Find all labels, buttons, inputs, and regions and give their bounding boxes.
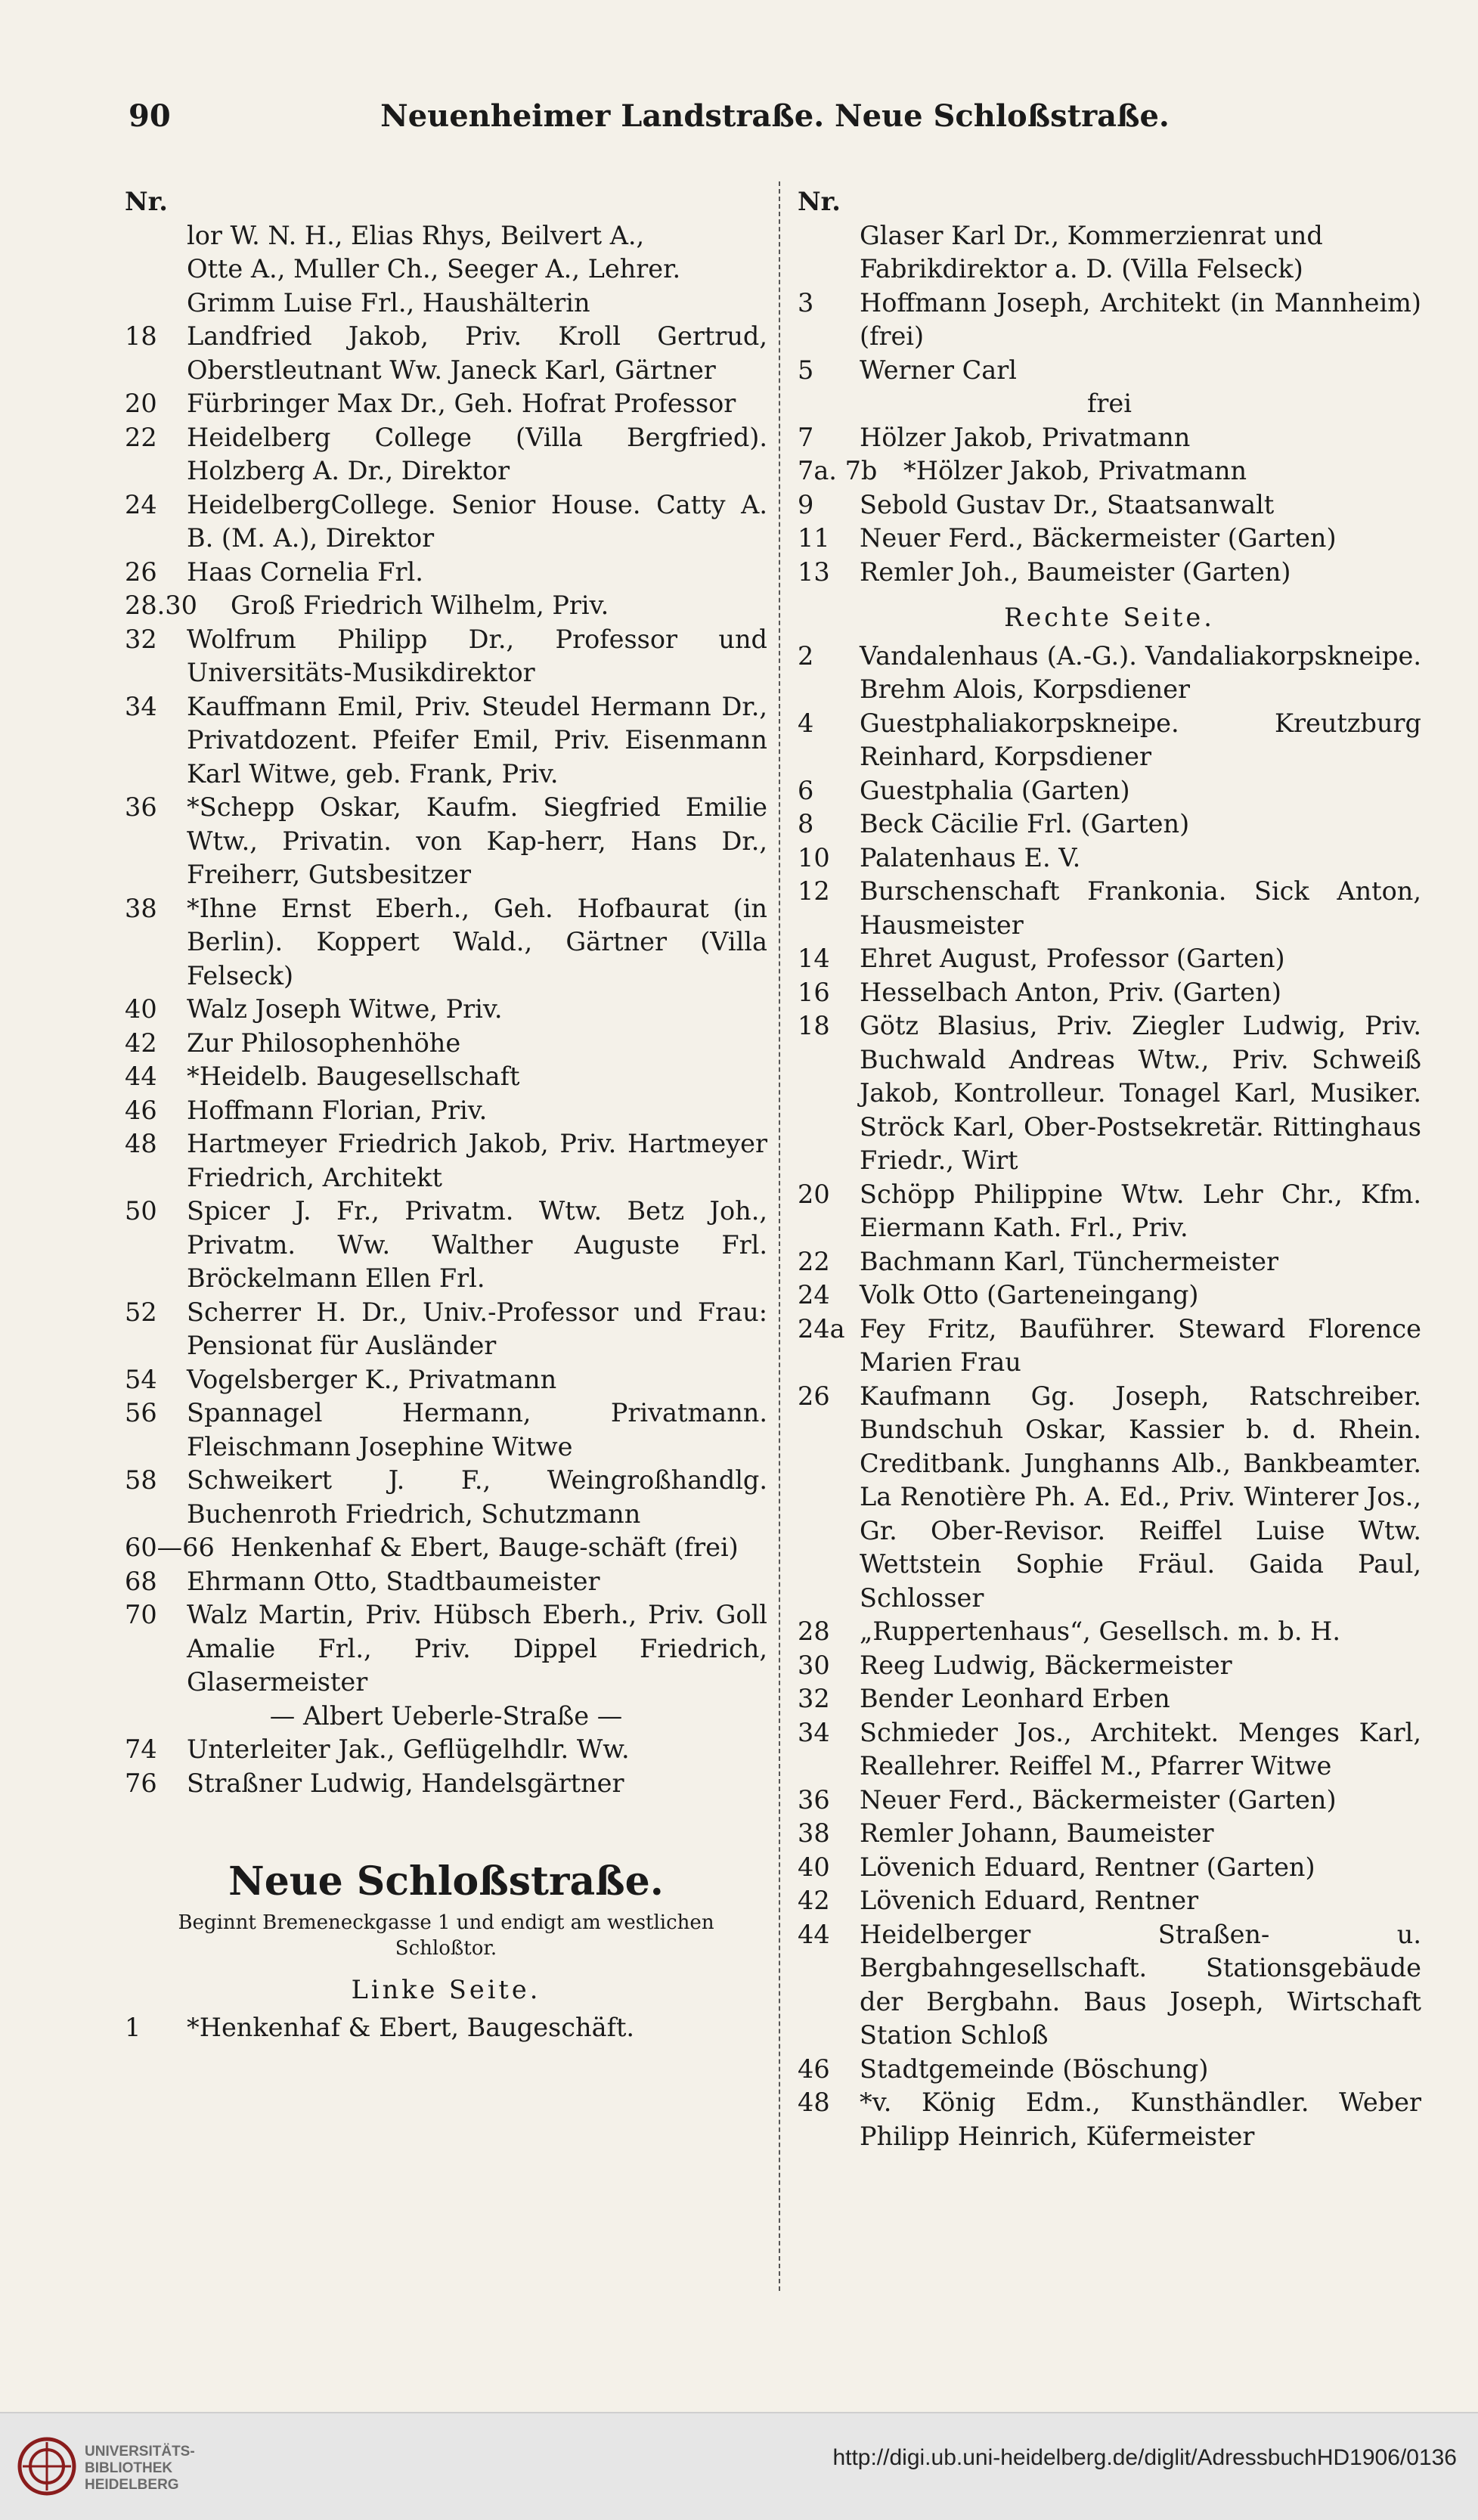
side-heading-right: Rechte Seite. [1004, 603, 1215, 632]
entry-text: *Schepp Oskar, Kaufm. Siegfried Emilie Wtw., Privatin. von Kap-herr, Hans Dr., Freiherr, Gutsbesitzer [187, 792, 767, 889]
house-number: 6 [798, 775, 814, 805]
house-number: 13 [798, 556, 830, 587]
entry-text: Groß Friedrich Wilhelm, Priv. [231, 590, 609, 620]
list-item [125, 387, 767, 421]
entry-text: *Hölzer Jakob, Privatmann [903, 456, 1247, 485]
house-number: 44 [798, 1919, 830, 1949]
side-heading-left: Linke Seite. [351, 1974, 541, 2004]
house-number: 24 [798, 1280, 830, 1310]
list-item [125, 791, 767, 892]
entry-text: Remler Johann, Baumeister [860, 1818, 1214, 1848]
section-intro: Beginnt Bremeneckgasse 1 und endigt am westlichen Schloßtor. [178, 1911, 714, 1960]
list-item [125, 1598, 767, 1700]
entry-text: Walz Martin, Priv. Hübsch Eberh., Priv. Goll Amalie Frl., Priv. Dippel Friedrich, Glasermeister [187, 1600, 767, 1697]
house-number: 5 [798, 355, 814, 385]
list-item [798, 807, 1421, 842]
house-number: 36 [798, 1784, 830, 1815]
list-item [798, 2086, 1421, 2153]
left-entry-list-2 [125, 1733, 767, 1800]
house-number: 26 [125, 556, 157, 587]
list-item [798, 287, 1421, 354]
house-number: 56 [125, 1398, 157, 1427]
list-item [798, 2053, 1421, 2087]
list-item [798, 354, 1421, 388]
entry-text: Götz Blasius, Priv. Ziegler Ludwig, Priv. Buchwald Andreas Wtw., Priv. Schweiß Jakob, Kontrolleur. Tonagel Karl, Musiker. Ströck Karl, Ober-Postsekretär. Rittinghaus Friedr., Wirt [860, 1011, 1421, 1175]
list-item [125, 488, 767, 556]
entry-text: Neuer Ferd., Bäckermeister (Garten) [860, 523, 1337, 553]
entry-text: Vandalenhaus (A.-G.). Vandaliakorpskneipe. Brehm Alois, Korpsdiener [860, 640, 1421, 704]
right-entry-list [798, 287, 1421, 388]
entry-text: Hesselbach Anton, Priv. (Garten) [860, 977, 1281, 1007]
list-item [798, 1682, 1421, 1716]
page-header [129, 98, 1421, 144]
entry-text: *v. König Edm., Kunsthändler. Weber Philipp Heinrich, Küfermeister [860, 2088, 1421, 2151]
list-item [125, 1464, 767, 1531]
entry-text: Zur Philosophenhöhe [187, 1028, 461, 1058]
house-number: 8 [798, 809, 814, 838]
list-item [798, 556, 1421, 590]
list-item [125, 1094, 767, 1128]
house-number: 40 [798, 1852, 830, 1882]
house-number: 9 [798, 489, 814, 519]
list-item [125, 892, 767, 993]
entry-text: Beck Cäcilie Frl. (Garten) [860, 809, 1190, 838]
house-number: 22 [798, 1246, 830, 1276]
house-number: 76 [125, 1768, 157, 1798]
entry-text: Spannagel Hermann, Privatmann. Fleischmann Josephine Witwe [187, 1398, 767, 1461]
house-number: 34 [798, 1717, 830, 1747]
list-item [798, 454, 1421, 488]
house-number: 32 [798, 1684, 830, 1713]
entry-text: Neuer Ferd., Bäckermeister (Garten) [860, 1784, 1337, 1815]
entry-text: Kaufmann Gg. Joseph, Ratschreiber. Bundschuh Oskar, Kassier b. d. Rhein. Creditbank. Junghanns Alb., Bankbeamter. La Renotière Ph. A. Ed., Priv. Winterer Jos., Gr. Ober-Revisor. Reiffel Luise Wtw. Wettstein Sophie Fräul. Gaida Paul, Schlosser [860, 1381, 1421, 1613]
house-number: 4 [798, 708, 814, 738]
list-item [798, 1178, 1421, 1245]
entry-text: Schweikert J. F., Weingroßhandlg. Buchenroth Friedrich, Schutzmann [187, 1465, 767, 1529]
list-item [125, 589, 767, 623]
list-item [125, 1060, 767, 1094]
list-item [798, 1716, 1421, 1784]
entry-text: Haas Cornelia Frl. [187, 556, 423, 587]
list-item [798, 421, 1421, 455]
entry-text: *Ihne Ernst Eberh., Geh. Hofbaurat (in Berlin). Koppert Wald., Gärtner (Villa Felseck) [187, 893, 767, 990]
house-number: 10 [798, 842, 830, 873]
list-item [125, 1027, 767, 1061]
list-item [798, 522, 1421, 556]
entry-text: Burschenschaft Frankonia. Sick Anton, Hausmeister [860, 876, 1421, 940]
list-item [798, 707, 1421, 774]
left-entry-list [125, 320, 767, 1700]
page-number: 90 [129, 98, 171, 134]
list-item [798, 1245, 1421, 1279]
left-column [125, 185, 767, 2045]
entry-text: Wolfrum Philipp Dr., Professor und Universitäts-Musikdirektor [187, 624, 767, 687]
house-number: 28.30 [125, 590, 197, 620]
list-item [125, 1565, 767, 1599]
house-number: 28 [798, 1616, 830, 1646]
entry-text: Guestphaliakorpskneipe. Kreutzburg Reinhard, Korpsdiener [860, 708, 1421, 771]
entry-text: Lövenich Eduard, Rentner [860, 1886, 1199, 1915]
entry-text: Hölzer Jakob, Privatmann [860, 422, 1191, 452]
entry-text: Walz Joseph Witwe, Priv. [187, 994, 503, 1024]
house-number: 54 [125, 1364, 157, 1394]
list-item [125, 2011, 767, 2045]
house-number: 46 [125, 1095, 157, 1125]
nr-label: Nr. [798, 187, 841, 216]
right-entry-list-3 [798, 640, 1421, 2154]
house-number: 48 [125, 1129, 157, 1158]
house-number: 60—66 [125, 1533, 215, 1562]
entry-text: Guestphalia (Garten) [860, 775, 1130, 805]
entry-text: Scherrer H. Dr., Univ.-Professor und Frau: Pensionat für Ausländer [187, 1297, 767, 1360]
list-item [125, 1531, 767, 1565]
list-item [798, 488, 1421, 522]
entry-text: Landfried Jakob, Priv. Kroll Gertrud, Oberstleutnant Ww. Janeck Karl, Gärtner [187, 321, 767, 385]
entry-text: Werner Carl [860, 355, 1017, 385]
list-item [125, 1396, 767, 1464]
entry-text: HeidelbergCollege. Senior House. Catty A. B. (M. A.), Direktor [187, 489, 767, 553]
entry-text: Ehret August, Professor (Garten) [860, 944, 1285, 973]
list-item [125, 1195, 767, 1296]
entry-text: Schmieder Jos., Architekt. Menges Karl, Reallehrer. Reiffel M., Pfarrer Witwe [860, 1717, 1421, 1781]
list-item [798, 1279, 1421, 1313]
entry-text: Straßner Ludwig, Handelsgärtner [187, 1768, 624, 1798]
list-item [125, 1127, 767, 1195]
entry-text: „Ruppertenhaus“, Gesellsch. m. b. H. [860, 1616, 1341, 1646]
entry-text: Hoffmann Florian, Priv. [187, 1095, 488, 1125]
library-seal-icon [17, 2436, 77, 2497]
entry-text: Heidelberger Straßen- u. Bergbahngesellschaft. Stationsgebäude der Bergbahn. Baus Joseph, Wirtschaft Station Schloß [860, 1919, 1421, 2050]
entry-text: Reeg Ludwig, Bäckermeister [860, 1650, 1232, 1680]
house-number: 32 [125, 624, 157, 654]
entry-text: Kauffmann Emil, Priv. Steudel Hermann Dr., Privatdozent. Pfeifer Emil, Priv. Eisenmann Karl Witwe, geb. Frank, Priv. [187, 691, 767, 789]
house-number: 44 [125, 1062, 157, 1091]
continuation-line: Otte A., Muller Ch., Seeger A., Lehrer. [187, 254, 681, 284]
entry-text: Ehrmann Otto, Stadtbaumeister [187, 1566, 600, 1596]
entry-text: Henkenhaf & Ebert, Bauge-schäft (frei) [231, 1533, 739, 1562]
right-entry-list-2 [798, 421, 1421, 590]
list-item [798, 1009, 1421, 1178]
list-item [798, 875, 1421, 942]
entry-text: Vogelsberger K., Privatmann [187, 1364, 557, 1394]
nr-label: Nr. [125, 187, 168, 216]
continuation-line: Fabrikdirektor a. D. (Villa Felseck) [860, 254, 1303, 284]
house-number: 24 [125, 489, 157, 519]
list-item [798, 1380, 1421, 1616]
list-item [798, 1649, 1421, 1683]
list-item [125, 993, 767, 1027]
column-divider [779, 181, 780, 2291]
list-item [798, 1817, 1421, 1851]
entry-text: Fürbringer Max Dr., Geh. Hofrat Professor [187, 389, 736, 418]
house-number: 38 [125, 893, 157, 923]
list-item [798, 1918, 1421, 2053]
house-number: 20 [125, 389, 157, 418]
list-item [125, 1296, 767, 1363]
right-column [798, 185, 1421, 2153]
house-number: 58 [125, 1465, 157, 1495]
list-item [125, 1363, 767, 1397]
house-number: 36 [125, 792, 157, 822]
list-item [125, 320, 767, 387]
house-number: 38 [798, 1818, 830, 1848]
continuation-line: Glaser Karl Dr., Kommerzienrat und [860, 220, 1323, 250]
list-item [798, 1884, 1421, 1918]
section-title: Neue Schloßstraße. [228, 1858, 664, 1905]
list-item [798, 1615, 1421, 1649]
continuation-line: Grimm Luise Frl., Haushälterin [187, 287, 590, 318]
list-item [798, 774, 1421, 808]
list-item [798, 1851, 1421, 1885]
entry-text: Hartmeyer Friedrich Jakob, Priv. Hartmeyer Friedrich, Architekt [187, 1129, 767, 1192]
house-number: 24a [798, 1313, 845, 1344]
entry-text: Heidelberg College (Villa Bergfried). Holzberg A. Dr., Direktor [187, 422, 767, 485]
entry-text: Sebold Gustav Dr., Staatsanwalt [860, 489, 1275, 519]
house-number: 68 [125, 1566, 157, 1596]
continuation-line: lor W. N. H., Elias Rhys, Beilvert A., [187, 220, 645, 250]
house-number: 46 [798, 2054, 830, 2084]
house-number: 7 [798, 422, 814, 452]
list-item [798, 942, 1421, 976]
entry-text: Schöpp Philippine Wtw. Lehr Chr., Kfm. Eiermann Kath. Frl., Priv. [860, 1179, 1421, 1242]
house-number: 3 [798, 287, 814, 318]
house-number: 30 [798, 1650, 830, 1680]
house-number: 11 [798, 523, 830, 553]
house-number: 42 [798, 1886, 830, 1915]
entry-text: Spicer J. Fr., Privatm. Wtw. Betz Joh., Privatm. Ww. Walther Auguste Frl. Bröckelmann Ellen Frl. [187, 1196, 767, 1293]
house-number: 16 [798, 977, 830, 1007]
list-item [125, 1767, 767, 1801]
house-number: 70 [125, 1600, 157, 1629]
list-item [798, 842, 1421, 876]
house-number: 18 [125, 321, 157, 351]
frei-label: frei [1087, 389, 1132, 418]
library-logo-text: UNIVERSITÄTS- BIBLIOTHEK HEIDELBERG [85, 2444, 195, 2493]
house-number: 42 [125, 1028, 157, 1058]
list-item [125, 421, 767, 488]
house-number: 34 [125, 691, 157, 721]
list-item [798, 1784, 1421, 1818]
house-number: 20 [798, 1179, 830, 1209]
list-item [125, 1733, 767, 1767]
house-number: 7a. 7b [798, 456, 878, 485]
source-url-link[interactable]: http://digi.ub.uni-heidelberg.de/diglit/AdressbuchHD1906/0136 [832, 2445, 1457, 2470]
house-number: 22 [125, 422, 157, 452]
entry-text: *Heidelb. Baugesellschaft [187, 1062, 520, 1091]
list-item [798, 1313, 1421, 1380]
house-number: 12 [798, 876, 830, 906]
house-number: 52 [125, 1297, 157, 1327]
page-title: Neuenheimer Landstraße. Neue Schloßstraße. [380, 98, 1170, 134]
entry-text: Unterleiter Jak., Geflügelhdlr. Ww. [187, 1734, 630, 1764]
entry-text: Palatenhaus E. V. [860, 842, 1081, 873]
entry-text: Volk Otto (Garteneingang) [860, 1280, 1199, 1310]
house-number: 74 [125, 1734, 157, 1764]
house-number: 40 [125, 994, 157, 1024]
house-number: 26 [798, 1381, 830, 1411]
house-number: 1 [125, 2013, 141, 2042]
street-break: — Albert Ueberle-Straße — [269, 1700, 623, 1731]
house-number: 18 [798, 1011, 830, 1040]
entry-text: Lövenich Eduard, Rentner (Garten) [860, 1852, 1315, 1882]
entry-text: Stadtgemeinde (Böschung) [860, 2054, 1209, 2084]
list-item [798, 976, 1421, 1010]
house-number: 48 [798, 2088, 830, 2117]
list-item [125, 690, 767, 792]
list-item [798, 640, 1421, 707]
entry-text: Hoffmann Joseph, Architekt (in Mannheim) (frei) [860, 287, 1421, 351]
entry-text: Fey Fritz, Bauführer. Steward Florence Marien Frau [860, 1313, 1421, 1377]
house-number: 14 [798, 944, 830, 973]
footer-bar [0, 2412, 1478, 2520]
entry-text: Bender Leonhard Erben [860, 1684, 1170, 1713]
list-item [125, 556, 767, 590]
entry-text: Bachmann Karl, Tünchermeister [860, 1246, 1278, 1276]
house-number: 50 [125, 1196, 157, 1226]
list-item [125, 623, 767, 690]
house-number: 2 [798, 640, 814, 671]
entry-text: Remler Joh., Baumeister (Garten) [860, 556, 1291, 587]
entry-text: *Henkenhaf & Ebert, Baugeschäft. [187, 2013, 635, 2042]
